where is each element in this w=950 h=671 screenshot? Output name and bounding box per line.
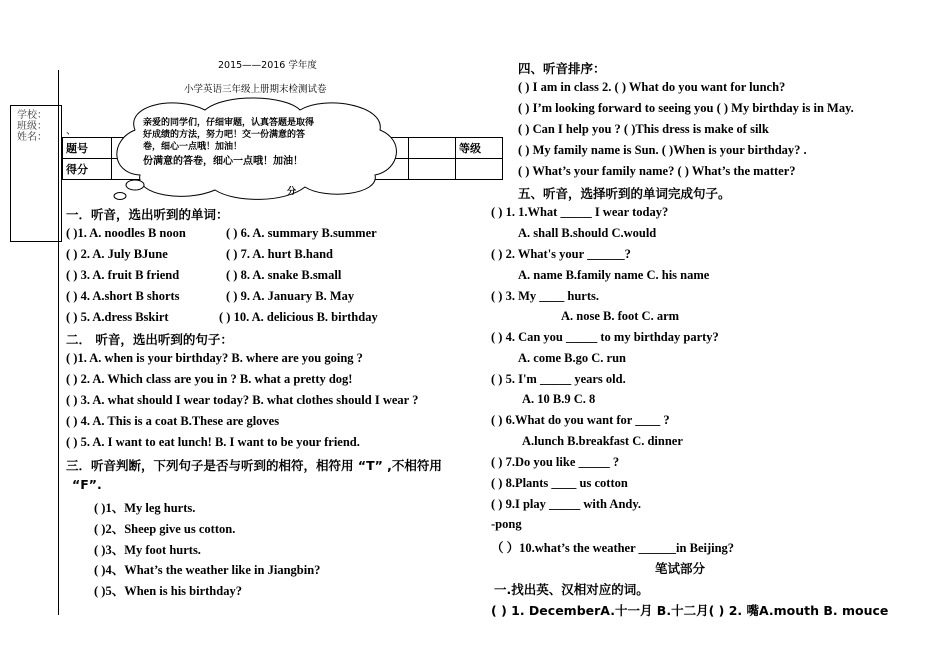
s4-item-3: ( ) Can I help you ? ( )This dress is make of silk: [518, 122, 769, 136]
section-1-heading: 一．听音，选出听到的单词：: [66, 207, 229, 222]
exam-year: 2015——2016 学年度: [218, 60, 317, 71]
s5-q9: ( ) 9.I play _____ with Andy.: [491, 497, 642, 511]
s5-q1-options: A. shall B.should C.would: [518, 226, 657, 240]
s1-item-9: ( ) 9. A. January B. May: [226, 289, 355, 303]
s5-q8: ( ) 8.Plants ____ us cotton: [491, 476, 628, 490]
s4-item-5: ( ) What’s your family name? ( ) What’s the matter?: [518, 164, 796, 178]
score-col-header: 题号: [63, 138, 112, 159]
section-a-heading: 一.找出英、汉相对应的词。: [494, 582, 649, 597]
binding-line: [58, 70, 59, 615]
s5-q7: ( ) 7.Do you like _____ ?: [491, 455, 620, 469]
section-3-heading-2: “F”.: [72, 477, 102, 492]
s4-item-2: ( ) I’m looking forward to seeing you ( ) My birthday is in May.: [518, 101, 854, 115]
s1-item-5: ( ) 5. A.dress Bskirt: [66, 310, 169, 324]
exam-title: 小学英语三年级上册期末检测试卷: [184, 84, 327, 95]
s3-item-3: ( )3、My foot hurts.: [94, 543, 201, 557]
s5-q2: ( ) 2. What's your ______?: [491, 247, 631, 261]
class-label: 班级：: [17, 121, 47, 132]
s5-q1: ( ) 1. 1.What _____ I wear today?: [491, 205, 669, 219]
s4-item-1: ( ) I am in class 2. ( ) What do you want for lunch?: [518, 80, 786, 94]
s1-item-2: ( ) 2. A. July BJune: [66, 247, 168, 261]
comma-mark: 、: [66, 126, 76, 137]
s2-item-4: ( ) 4. A. This is a coat B.These are gloves: [66, 414, 280, 428]
s1-item-7: ( ) 7. A. hurt B.hand: [226, 247, 333, 261]
s3-item-2: ( )2、Sheep give us cotton.: [94, 522, 236, 536]
s4-item-4: ( ) My family name is Sun. ( )When is your birthday? .: [518, 143, 807, 157]
level-header: 等级: [456, 138, 503, 159]
section-4-heading: 四、听音排序：: [518, 61, 606, 76]
section-3-heading: 三．听音判断，下列句子是否与听到的相符，相符用 “T” ,不相符用: [66, 458, 442, 473]
s5-q3-options: A. nose B. foot C. arm: [561, 309, 680, 323]
s3-item-1: ( )1、My leg hurts.: [94, 501, 196, 515]
s1-item-4: ( ) 4. A.short B shorts: [66, 289, 180, 303]
s1-item-8: ( ) 8. A. snake B.small: [226, 268, 342, 282]
s2-item-1: ( )1. A. when is your birthday? B. where are you going ?: [66, 351, 363, 365]
s3-item-5: ( )5、When is his birthday?: [94, 584, 242, 598]
s2-item-3: ( ) 3. A. what should I wear today? B. what clothes should I wear ?: [66, 393, 419, 407]
s5-q6: ( ) 6.What do you want for ____ ?: [491, 413, 670, 427]
cloud-text-line4: 份满意的答卷，细心一点哦！加油！: [143, 156, 303, 167]
section-a-line-1: ( ) 1. DecemberA.十一月 B.十二月( ) 2. 嘴A.mouth B. mouce: [491, 603, 889, 618]
s5-q9-cont: -pong: [491, 517, 522, 531]
s2-item-2: ( ) 2. A. Which class are you in ? B. what a pretty dog!: [66, 372, 353, 386]
s5-q10: （ ）10.what’s the weather ______in Beijing?: [491, 541, 735, 555]
fen-label: 分: [287, 187, 297, 197]
score-row-header: 得分: [63, 159, 112, 180]
student-info-box: [10, 105, 62, 242]
s5-q4-options: A. come B.go C. run: [518, 351, 626, 365]
cloud-text: 亲爱的同学们，仔细审题，认真答题是取得 好成绩的方法，努力吧！交一份满意的答 卷，细心一点哦！加油！: [143, 118, 315, 152]
school-label: 学校：: [17, 110, 47, 121]
s5-q4: ( ) 4. Can you _____ to my birthday party?: [491, 330, 719, 344]
s5-q5: ( ) 5. I'm _____ years old.: [491, 372, 626, 386]
s5-q3: ( ) 3. My ____ hurts.: [491, 289, 599, 303]
written-part-heading: 笔试部分: [655, 561, 706, 576]
s3-item-4: ( )4、What’s the weather like in Jiangbin?: [94, 563, 321, 577]
s1-item-1: ( )1. A. noodles B noon: [66, 226, 186, 240]
s1-item-3: ( ) 3. A. fruit B friend: [66, 268, 180, 282]
s1-item-10: ( ) 10. A. delicious B. birthday: [219, 310, 378, 324]
section-2-heading: 二． 听音，选出听到的句子：: [66, 332, 233, 347]
name-label: 姓名：: [17, 132, 47, 143]
s5-q2-options: A. name B.family name C. his name: [518, 268, 710, 282]
s5-q5-options: A. 10 B.9 C. 8: [522, 392, 596, 406]
s1-item-6: ( ) 6. A. summary B.summer: [226, 226, 377, 240]
s2-item-5: ( ) 5. A. I want to eat lunch! B. I want to be your friend.: [66, 435, 360, 449]
s5-q6-options: A.lunch B.breakfast C. dinner: [522, 434, 683, 448]
section-5-heading: 五、听音，选择听到的单词完成句子。: [518, 186, 731, 201]
